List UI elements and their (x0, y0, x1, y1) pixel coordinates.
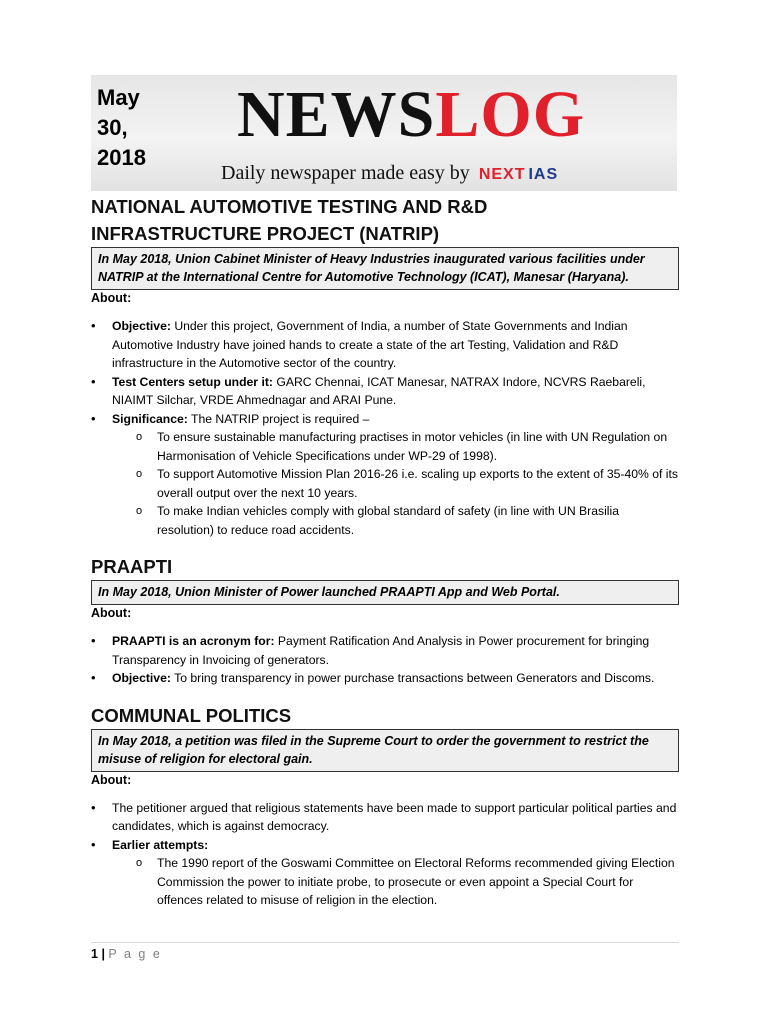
title-line-1: NATIONAL AUTOMOTIVE TESTING AND R&D (91, 196, 488, 217)
sub-list-item: o To support Automotive Mission Plan 2016-26 i.e. scaling up exports to the extent of 35-40% of its overall output over the next 10 years. (91, 465, 679, 502)
list-item: • The petitioner argued that religious statements have been made to support particular political parties and candidates, which is against democracy. (91, 799, 679, 836)
item-label: Test Centers setup under it: (112, 374, 273, 389)
section-title (91, 193, 679, 247)
section-title: PRAAPTI (91, 556, 173, 577)
item-label: Earlier attempts: (112, 837, 209, 852)
title-line-2: INFRASTRUCTURE PROJECT (NATRIP) (91, 223, 440, 244)
about-label: About: (91, 606, 132, 620)
item-text: GARC Chennai, ICAT Manesar, NATRAX Indore, NCVRS Raebareli, NIAIMT Silchar, VRDE Ahmednagar and ARAI Pune. (112, 374, 646, 407)
ias-logo: IAS (528, 166, 559, 183)
issue-date (97, 83, 146, 173)
date-year: 2018 (97, 145, 146, 170)
bullet-list (91, 632, 679, 688)
footer-divider (91, 942, 679, 943)
list-item (91, 632, 679, 669)
newslog-banner (91, 75, 677, 191)
page-footer (91, 945, 162, 963)
item-text: Under this project, Government of India, a number of State Governments and Indian Automotive Industry have joined hands to create a state of the art Testing, Validation and R&D infrastructure in the Automotive sector of the country. (112, 319, 628, 370)
tagline (221, 161, 558, 187)
footer-separator: | (101, 947, 105, 961)
summary-box: In May 2018, a petition was filed in the Supreme Court to order the government to restrict the misuse of religion for electoral gain. (91, 729, 679, 772)
list-item (91, 373, 679, 410)
sub-list-item: o The 1990 report of the Goswami Committee on Electoral Reforms recommended giving Election Commission the power to initiate probe, to prosecute or even appoint a Special Court for offences related to misuse of religion in the election. (91, 854, 679, 910)
tagline-text: Daily newspaper made easy by (221, 162, 470, 184)
list-item (91, 410, 679, 540)
sub-list-item: o To make Indian vehicles comply with global standard of safety (in line with UN Brasilia resolution) to reduce road accidents. (91, 502, 679, 539)
summary-box: In May 2018, Union Minister of Power launched PRAAPTI App and Web Portal. (91, 580, 679, 605)
list-item (91, 669, 679, 688)
section-communal-politics (91, 702, 679, 910)
sub-list (91, 854, 679, 910)
list-item (91, 836, 679, 910)
item-text: Payment Ratification And Analysis in Power procurement for bringing Transparency in Invoicing of generators. (112, 634, 650, 667)
section-title: COMMUNAL POLITICS (91, 704, 292, 726)
newslog-logo (237, 75, 585, 155)
date-day: 30, (97, 115, 128, 140)
list-item (91, 317, 679, 373)
page-content (91, 193, 679, 910)
sub-list-item: o To ensure sustainable manufacturing practises in motor vehicles (in line with UN Regulation on Harmonisation of Vehicle Specifications under WP-29 of 1998). (91, 428, 679, 465)
item-label: Objective: (112, 671, 171, 685)
page-label: P a g e (108, 947, 162, 961)
section-natrip (91, 193, 679, 539)
item-text: To bring transparency in power purchase transactions between Generators and Discoms. (170, 671, 655, 685)
brand-log: LOG (435, 78, 586, 151)
brand-news: NEWS (237, 78, 436, 151)
item-text: The NATRIP project is required – (187, 411, 370, 426)
bullet-list (91, 317, 679, 539)
summary-box: In May 2018, Union Cabinet Minister of Heavy Industries inaugurated various facilities under NATRIP at the International Centre for Automotive Technology (ICAT), Manesar (Haryana). (91, 247, 679, 290)
sub-list (91, 428, 679, 539)
about-label: About: (91, 772, 132, 787)
date-month: May (97, 85, 140, 110)
bullet-list (91, 799, 679, 910)
item-label: Objective: (112, 319, 171, 333)
item-label: Significance: (112, 411, 188, 426)
next-logo: NEXT (478, 166, 526, 183)
about-label: About: (91, 291, 132, 305)
section-praapti (91, 553, 679, 688)
item-label: PRAAPTI is an acronym for: (112, 634, 275, 648)
page-number: 1 (91, 947, 98, 961)
